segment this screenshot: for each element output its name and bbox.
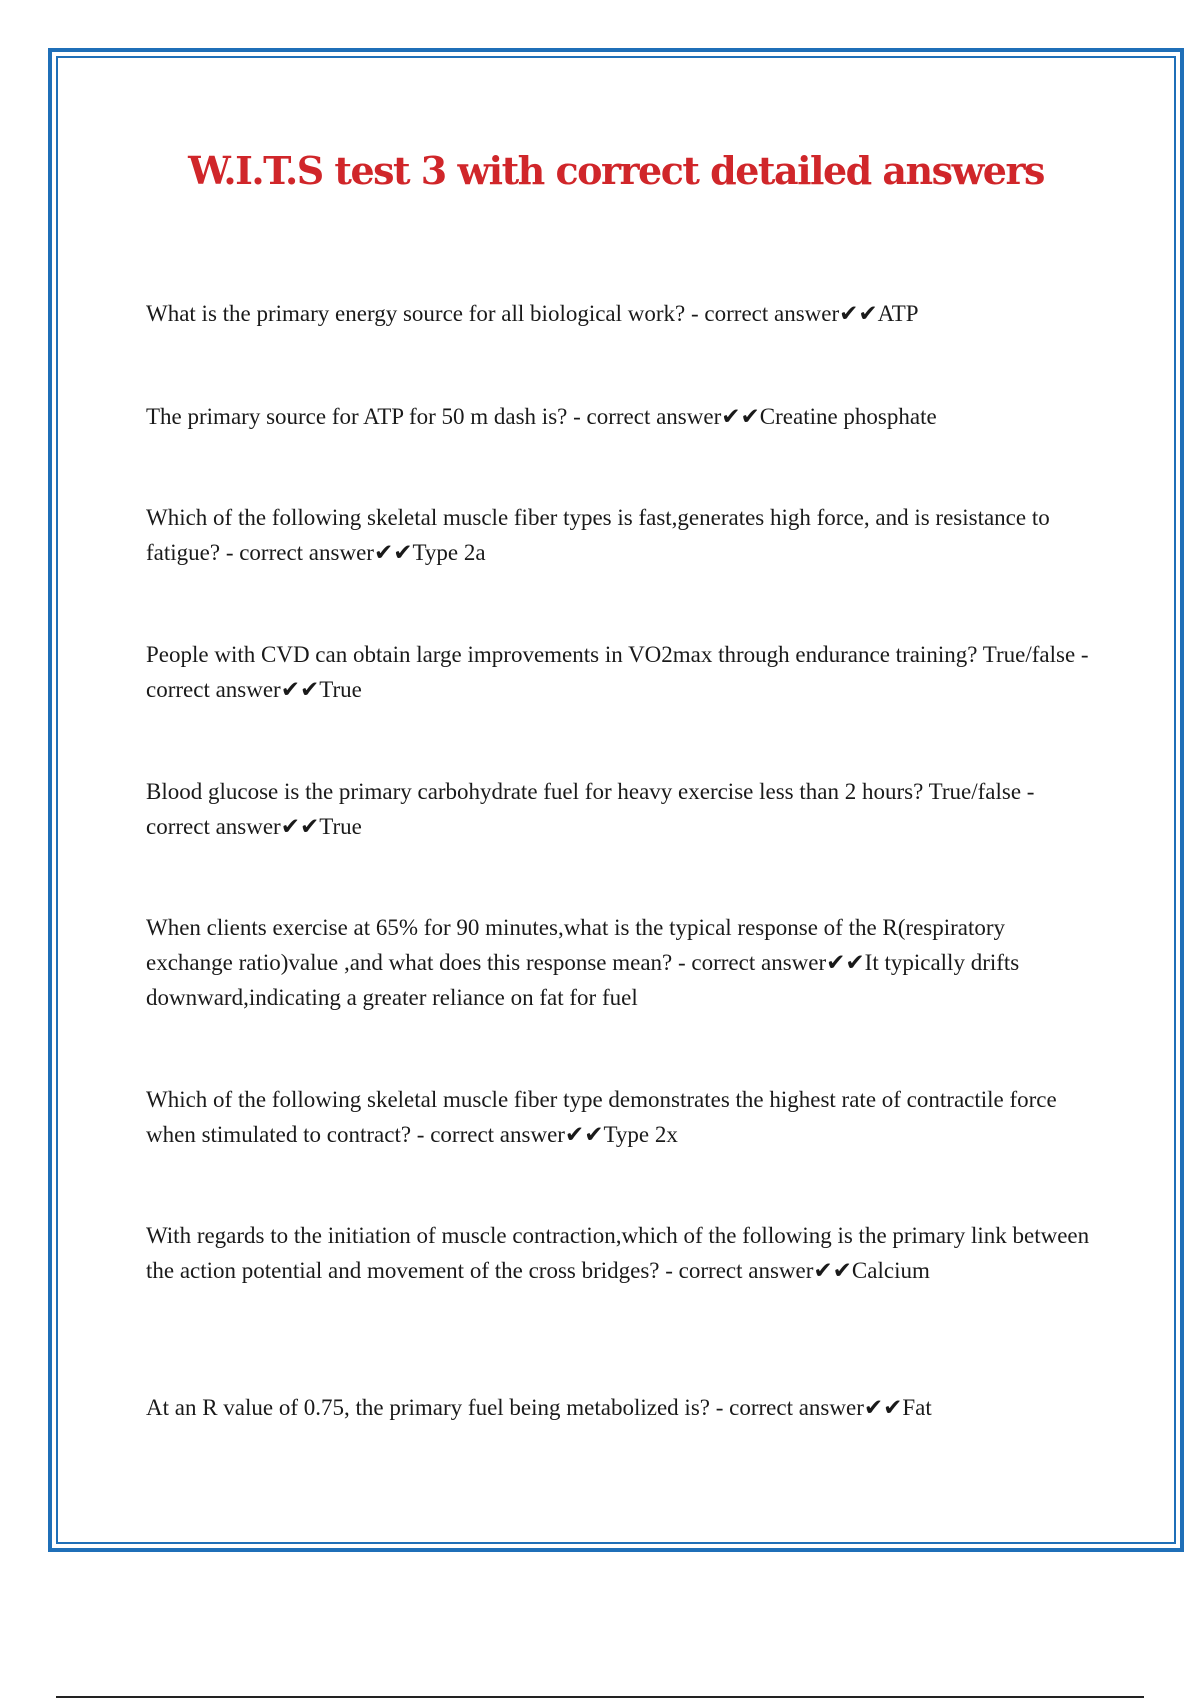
qa-item-9: At an R value of 0.75, the primary fuel being metabolized is? - correct answer✔✔Fat (146, 1395, 932, 1420)
document-title: W.I.T.S test 3 with correct detailed answers (188, 148, 1044, 193)
qa-item-6: When clients exercise at 65% for 90 minutes,what is the typical response of the R(respiratory exchange ratio)value ,and what does this response mean? - correct answer✔✔It typically drifts downward,indicating a greater reliance on fat for fuel (146, 915, 1020, 1010)
qa-item-4: People with CVD can obtain large improvements in VO2max through endurance training? True/false - correct answer✔✔True (146, 642, 1089, 702)
footer-rule (56, 1696, 1144, 1698)
qa-item-8: With regards to the initiation of muscle contraction,which of the following is the primary link between the action potential and movement of the cross bridges? - correct answer✔✔Calcium (146, 1223, 1090, 1283)
qa-item-7: Which of the following skeletal muscle fiber type demonstrates the highest rate of contractile force when stimulated to contract? - correct answer✔✔Type 2x (146, 1087, 1057, 1147)
qa-item-1: What is the primary energy source for all biological work? - correct answer✔✔ATP (146, 301, 919, 326)
qa-item-2: The primary source for ATP for 50 m dash is? - correct answer✔✔Creatine phosphate (146, 404, 937, 429)
qa-item-3: Which of the following skeletal muscle fiber types is fast,generates high force, and is resistance to fatigue? - correct answer✔✔Type 2a (146, 505, 1050, 565)
qa-item-5: Blood glucose is the primary carbohydrate fuel for heavy exercise less than 2 hours? True/false - correct answer✔✔True (146, 779, 1035, 839)
